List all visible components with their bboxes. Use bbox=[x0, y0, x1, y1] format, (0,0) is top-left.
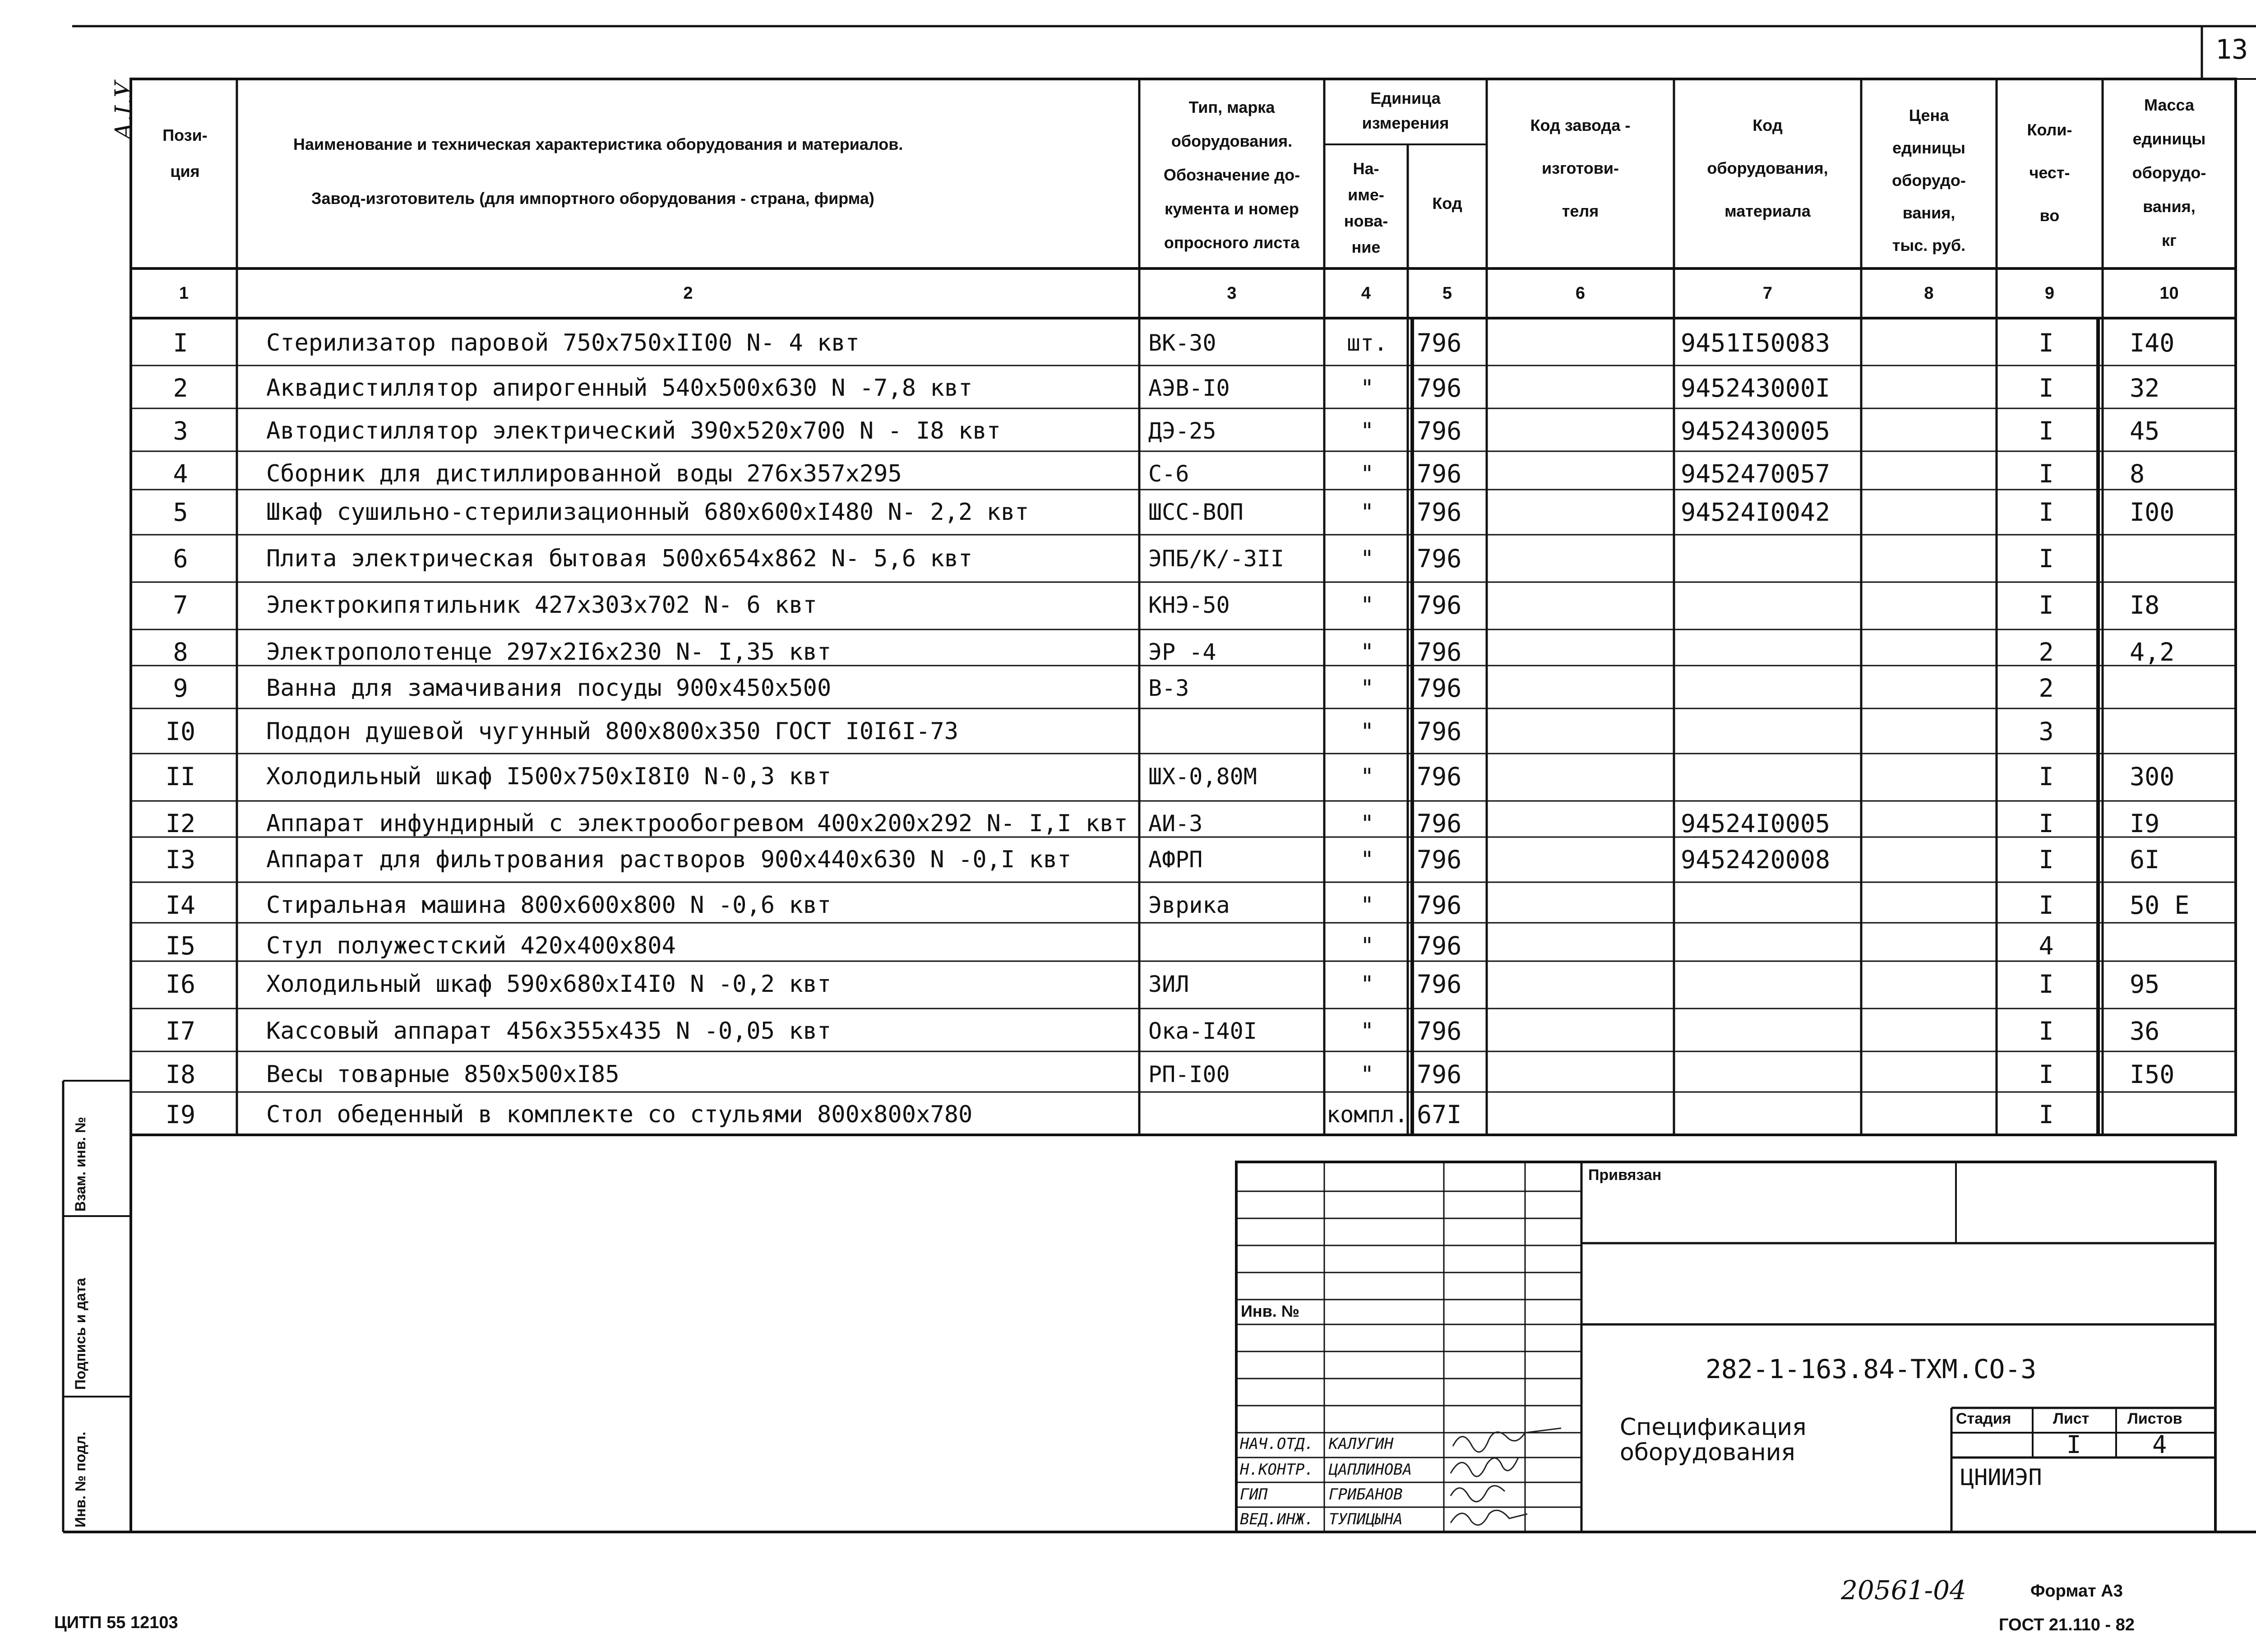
stamp-name-4: ТУПИЦЫНА bbox=[1329, 1510, 1403, 1528]
table-cell-name: Электрокипятильник 427х303х702 N- 6 квт bbox=[266, 592, 817, 619]
table-cell-eq-code: 945243000I bbox=[1681, 374, 1831, 403]
footer-gost: ГОСТ 21.110 - 82 bbox=[1999, 1615, 2135, 1634]
table-cell-type: КНЭ-50 bbox=[1148, 592, 1230, 618]
stamp-title bbox=[1620, 1415, 1807, 1465]
table-cell-eq-code: 9451I50083 bbox=[1681, 329, 1831, 357]
table-cell-name: Аквадистиллятор апирогенный 540х500х630 N -7,8 квт bbox=[266, 375, 973, 402]
column-number-5: 5 bbox=[1442, 284, 1452, 303]
table-cell-type: ДЭ-25 bbox=[1148, 418, 1216, 444]
sheet-number: 13 bbox=[2215, 34, 2248, 65]
table-cell-type: С-6 bbox=[1148, 461, 1189, 487]
table-cell-mass: I00 bbox=[2130, 498, 2175, 527]
table-cell-pos: I5 bbox=[165, 931, 196, 960]
table-cell-mass: 36 bbox=[2130, 1017, 2160, 1046]
table-cell-pos: I6 bbox=[165, 970, 196, 999]
table-cell-code: 796 bbox=[1417, 1060, 1462, 1089]
stamp-title-line1: Спецификация bbox=[1620, 1414, 1807, 1441]
table-cell-unit: " bbox=[1360, 639, 1374, 665]
header-col2-line1: Наименование и техническая характеристика оборудования и материалов. bbox=[293, 135, 903, 153]
table-cell-code: 796 bbox=[1417, 544, 1462, 573]
header-col8-line5: тыс. руб. bbox=[1892, 236, 1966, 255]
table-cell-code: 796 bbox=[1417, 809, 1462, 838]
table-cell-unit: " bbox=[1360, 810, 1374, 837]
table-cell-qty: 2 bbox=[2039, 638, 2054, 666]
table-cell-qty: I bbox=[2039, 1100, 2054, 1129]
header-col9-line2: чест- bbox=[2029, 163, 2070, 182]
header-col3 bbox=[1142, 90, 1322, 259]
header-col3-line1: Тип, марка bbox=[1188, 98, 1275, 116]
table-cell-code: 796 bbox=[1417, 931, 1462, 960]
header-col1-line2: ция bbox=[170, 162, 200, 180]
table-cell-name: Холодильный шкаф 590х680хI4I0 N -0,2 квт bbox=[266, 971, 832, 998]
header-col4-line4: ние bbox=[1351, 238, 1381, 256]
stamp-name-2: ЦАПЛИНОВА bbox=[1329, 1461, 1412, 1479]
table-cell-mass: 50 Е bbox=[2130, 891, 2190, 920]
header-col4-line3: нова- bbox=[1344, 212, 1388, 230]
table-cell-type: Эврика bbox=[1148, 892, 1230, 918]
table-cell-eq-code: 94524I0005 bbox=[1681, 809, 1831, 838]
column-number-1: 1 bbox=[179, 284, 189, 303]
header-col3-line2: оборудования. bbox=[1171, 132, 1293, 150]
stamp-designation: 282-1-163.84-ТХМ.СО-3 bbox=[1706, 1354, 2037, 1384]
header-col7 bbox=[1674, 104, 1861, 232]
table-cell-type: ШХ-0,80М bbox=[1148, 764, 1257, 790]
stamp-role-2: Н.КОНТР. bbox=[1240, 1461, 1314, 1479]
table-cell-type: АФРП bbox=[1148, 847, 1203, 873]
table-cell-type: АИ-3 bbox=[1148, 810, 1203, 837]
table-cell-pos: 8 bbox=[173, 638, 188, 666]
table-cell-pos: I7 bbox=[165, 1017, 196, 1046]
stamp-inv-no: Инв. № bbox=[1241, 1302, 1299, 1320]
table-cell-unit: " bbox=[1360, 764, 1374, 790]
column-number-3: 3 bbox=[1227, 284, 1237, 303]
header-col8 bbox=[1861, 99, 1997, 262]
table-cell-unit: " bbox=[1360, 461, 1374, 487]
table-cell-pos: 5 bbox=[173, 498, 188, 527]
table-cell-code: 796 bbox=[1417, 762, 1462, 791]
column-number-7: 7 bbox=[1762, 284, 1773, 303]
table-cell-pos: 6 bbox=[173, 544, 188, 573]
footer-left-code: ЦИТП 55 12103 bbox=[54, 1613, 178, 1632]
stamp-list-label: Лист bbox=[2053, 1410, 2090, 1427]
header-col10-line3: оборудо- bbox=[2132, 163, 2206, 182]
table-cell-name: Стол обеденный в комплекте со стульями 800х800х780 bbox=[266, 1101, 973, 1128]
table-cell-type: РП-I00 bbox=[1148, 1061, 1230, 1087]
header-unit-group bbox=[1324, 86, 1487, 135]
table-cell-qty: I bbox=[2039, 416, 2054, 445]
table-cell-name: Электрополотенце 297х2I6х230 N- I,35 квт bbox=[266, 639, 832, 666]
column-number-4: 4 bbox=[1361, 284, 1371, 303]
table-cell-qty: I bbox=[2039, 544, 2054, 573]
header-col2 bbox=[253, 117, 1123, 226]
table-cell-qty: I bbox=[2039, 845, 2054, 874]
table-cell-pos: 9 bbox=[173, 674, 188, 703]
header-col7-line2: оборудования, bbox=[1707, 159, 1828, 177]
table-cell-unit: " bbox=[1360, 1018, 1374, 1044]
table-cell-type: В-3 bbox=[1148, 675, 1189, 701]
stamp-role-1: НАЧ.ОТД. bbox=[1240, 1435, 1314, 1453]
side-label-inv-no-orig: Инв. № подл. bbox=[72, 1431, 88, 1527]
stamp-name-3: ГРИБАНОВ bbox=[1329, 1485, 1403, 1504]
table-cell-unit: " bbox=[1360, 675, 1374, 701]
table-cell-qty: I bbox=[2039, 891, 2054, 920]
table-cell-unit: " bbox=[1360, 847, 1374, 873]
stamp-listov-value: 4 bbox=[2152, 1430, 2167, 1459]
table-cell-pos: I8 bbox=[165, 1060, 196, 1089]
table-cell-unit: компл. bbox=[1327, 1101, 1408, 1128]
table-cell-unit: " bbox=[1360, 933, 1374, 959]
header-col10-line1: Масса bbox=[2144, 96, 2194, 114]
table-cell-qty: 2 bbox=[2039, 674, 2054, 703]
header-col9-line3: во bbox=[2039, 206, 2060, 225]
header-col9 bbox=[1997, 108, 2103, 237]
header-col10-line5: кг bbox=[2161, 231, 2177, 250]
table-cell-mass: I9 bbox=[2130, 809, 2160, 838]
table-cell-unit: " bbox=[1360, 592, 1374, 618]
table-cell-code: 796 bbox=[1417, 674, 1462, 703]
table-cell-qty: I bbox=[2039, 970, 2054, 999]
table-cell-mass: I50 bbox=[2130, 1060, 2175, 1089]
table-cell-unit: " bbox=[1360, 971, 1374, 997]
table-cell-name: Аппарат для фильтрования растворов 900х440х630 N -0,I квт bbox=[266, 846, 1072, 873]
corner-mark: А.І.У bbox=[111, 81, 138, 140]
table-cell-code: 796 bbox=[1417, 498, 1462, 527]
table-cell-code: 796 bbox=[1417, 845, 1462, 874]
table-cell-name: Холодильный шкаф I500х750хI8I0 N-0,3 квт bbox=[266, 763, 832, 790]
table-cell-type: ЗИЛ bbox=[1148, 971, 1189, 997]
table-cell-unit: " bbox=[1360, 892, 1374, 918]
table-cell-code: 796 bbox=[1417, 717, 1462, 746]
table-cell-name: Плита электрическая бытовая 500х654х862 N- 5,6 квт bbox=[266, 545, 973, 572]
table-cell-type: АЭВ-I0 bbox=[1148, 375, 1230, 401]
header-col10-line2: единицы bbox=[2132, 130, 2206, 148]
header-col6-line1: Код завода - bbox=[1530, 116, 1631, 134]
table-cell-name: Стул полужестский 420х400х804 bbox=[266, 932, 676, 959]
table-cell-mass: 4,2 bbox=[2130, 638, 2175, 666]
header-col3-line3: Обозначение до- bbox=[1163, 166, 1300, 184]
header-col5: Код bbox=[1432, 194, 1462, 213]
table-cell-name: Аппарат инфундирный с электрообогревом 400х200х292 N- I,I квт bbox=[266, 810, 1128, 837]
stamp-listov-label: Листов bbox=[2127, 1410, 2182, 1427]
table-cell-type: ВК-30 bbox=[1148, 330, 1216, 356]
table-cell-pos: I bbox=[173, 329, 188, 357]
table-cell-type: ЭПБ/К/-3II bbox=[1148, 546, 1285, 572]
header-col8-line1: Цена bbox=[1909, 106, 1949, 125]
column-number-10: 10 bbox=[2159, 284, 2179, 303]
table-cell-qty: I bbox=[2039, 459, 2054, 488]
table-cell-unit: " bbox=[1360, 1061, 1374, 1087]
table-cell-type: Ока-I40I bbox=[1148, 1018, 1257, 1044]
column-number-8: 8 bbox=[1924, 284, 1934, 303]
side-label-vzam-inv: Взам. инв. № bbox=[72, 1117, 88, 1212]
footer-format: Формат А3 bbox=[2030, 1582, 2123, 1601]
table-cell-eq-code: 9452470057 bbox=[1681, 459, 1831, 488]
table-cell-mass: 95 bbox=[2130, 970, 2160, 999]
header-col7-line3: материала bbox=[1724, 202, 1811, 220]
table-cell-qty: I bbox=[2039, 1017, 2054, 1046]
header-col6-line3: теля bbox=[1562, 202, 1599, 220]
table-cell-eq-code: 94524I0042 bbox=[1681, 498, 1831, 527]
table-cell-name: Шкаф сушильно-стерилизационный 680х600хI480 N- 2,2 квт bbox=[266, 499, 1029, 526]
header-col4 bbox=[1324, 156, 1408, 260]
table-cell-unit: " bbox=[1360, 718, 1374, 745]
table-cell-pos: 7 bbox=[173, 591, 188, 620]
table-cell-code: 796 bbox=[1417, 329, 1462, 357]
table-cell-name: Ванна для замачивания посуды 900х450х500 bbox=[266, 675, 832, 702]
stamp-privyazan: Привязан bbox=[1588, 1166, 1662, 1184]
header-col3-line5: опросного листа bbox=[1164, 233, 1300, 252]
header-unit-line1: Единица bbox=[1370, 89, 1441, 107]
table-cell-pos: 2 bbox=[173, 374, 188, 403]
table-cell-name: Кассовый аппарат 456х355х435 N -0,05 квт bbox=[266, 1018, 832, 1045]
table-cell-pos: 3 bbox=[173, 416, 188, 445]
table-cell-mass: 6I bbox=[2130, 845, 2160, 874]
table-cell-qty: I bbox=[2039, 762, 2054, 791]
table-cell-name: Стерилизатор паровой 750х750хII00 N- 4 квт bbox=[266, 329, 860, 356]
header-col4-line1: На- bbox=[1353, 159, 1379, 178]
table-cell-name: Сборник для дистиллированной воды 276х357х295 bbox=[266, 460, 902, 487]
table-cell-pos: I9 bbox=[165, 1100, 196, 1129]
stamp-list-value: I bbox=[2066, 1430, 2081, 1459]
header-col1-line1: Пози- bbox=[162, 126, 208, 144]
table-cell-qty: I bbox=[2039, 591, 2054, 620]
table-cell-mass: 8 bbox=[2130, 459, 2145, 488]
table-cell-mass: I40 bbox=[2130, 329, 2175, 357]
column-number-9: 9 bbox=[2044, 284, 2055, 303]
stamp-role-3: ГИП bbox=[1240, 1485, 1268, 1504]
table-cell-mass: 300 bbox=[2130, 762, 2175, 791]
table-cell-pos: II bbox=[165, 762, 196, 791]
column-number-6: 6 bbox=[1575, 284, 1586, 303]
header-col3-line4: кумента и номер bbox=[1165, 199, 1299, 218]
table-cell-unit: " bbox=[1360, 375, 1374, 401]
table-cell-unit: " bbox=[1360, 499, 1374, 525]
table-cell-unit: " bbox=[1360, 546, 1374, 572]
table-cell-eq-code: 9452430005 bbox=[1681, 416, 1831, 445]
table-cell-code: 796 bbox=[1417, 591, 1462, 620]
side-label-sign-date: Подпись и дата bbox=[72, 1278, 88, 1390]
table-cell-qty: I bbox=[2039, 809, 2054, 838]
stamp-stadiya-label: Стадия bbox=[1956, 1410, 2011, 1427]
table-cell-unit: " bbox=[1360, 418, 1374, 444]
column-number-2: 2 bbox=[683, 284, 693, 303]
table-cell-pos: I2 bbox=[165, 809, 196, 838]
table-cell-mass: I8 bbox=[2130, 591, 2160, 620]
header-col8-line4: вания, bbox=[1902, 204, 1956, 222]
table-cell-mass: 32 bbox=[2130, 374, 2160, 403]
header-col10-line4: вания, bbox=[2143, 197, 2196, 216]
table-cell-code: 796 bbox=[1417, 1017, 1462, 1046]
header-col1 bbox=[135, 117, 235, 190]
stamp-title-line2: оборудования bbox=[1620, 1439, 1795, 1466]
header-col10 bbox=[2103, 88, 2236, 257]
table-cell-type: ШСС-ВОП bbox=[1148, 499, 1244, 525]
header-col8-line3: оборудо- bbox=[1892, 171, 1966, 190]
stamp-name-1: КАЛУГИН bbox=[1329, 1435, 1394, 1453]
table-cell-name: Весы товарные 850х500хI85 bbox=[266, 1061, 619, 1088]
header-col6 bbox=[1487, 104, 1674, 232]
header-unit-line2: измерения bbox=[1362, 114, 1449, 132]
table-cell-code: 796 bbox=[1417, 374, 1462, 403]
table-cell-mass: 45 bbox=[2130, 416, 2160, 445]
table-cell-pos: I3 bbox=[165, 845, 196, 874]
table-cell-qty: I bbox=[2039, 329, 2054, 357]
table-cell-qty: 3 bbox=[2039, 717, 2054, 746]
table-cell-code: 796 bbox=[1417, 459, 1462, 488]
table-cell-code: 796 bbox=[1417, 970, 1462, 999]
header-col6-line2: изготови- bbox=[1541, 159, 1619, 177]
table-cell-qty: I bbox=[2039, 374, 2054, 403]
table-cell-unit: шт. bbox=[1346, 330, 1388, 356]
footer-archive-number: 20561-04 bbox=[1841, 1575, 1966, 1606]
table-cell-qty: 4 bbox=[2039, 931, 2054, 960]
header-col9-line1: Коли- bbox=[2027, 120, 2072, 139]
header-col4-line2: име- bbox=[1348, 185, 1384, 204]
table-cell-pos: 4 bbox=[173, 459, 188, 488]
table-cell-code: 67I bbox=[1417, 1100, 1462, 1129]
table-cell-qty: I bbox=[2039, 1060, 2054, 1089]
table-cell-name: Автодистиллятор электрический 390х520х700 N - I8 квт bbox=[266, 417, 1001, 444]
table-cell-name: Поддон душевой чугунный 800х800х350 ГОСТ I0I6I-73 bbox=[266, 718, 959, 745]
table-cell-type: ЭР -4 bbox=[1148, 639, 1216, 665]
header-col7-line1: Код bbox=[1752, 116, 1783, 134]
header-col2-line2: Завод-изготовитель (для импортного оборудования - страна, фирма) bbox=[311, 189, 874, 208]
table-cell-code: 796 bbox=[1417, 891, 1462, 920]
stamp-role-4: ВЕД.ИНЖ. bbox=[1240, 1510, 1314, 1528]
table-cell-eq-code: 9452420008 bbox=[1681, 845, 1831, 874]
table-cell-code: 796 bbox=[1417, 638, 1462, 666]
stamp-org: ЦНИИЭП bbox=[1960, 1464, 2042, 1490]
table-cell-name: Стиральная машина 800х600х800 N -0,6 квт bbox=[266, 892, 832, 919]
table-cell-pos: I4 bbox=[165, 891, 196, 920]
table-cell-code: 796 bbox=[1417, 416, 1462, 445]
header-col8-line2: единицы bbox=[1892, 139, 1965, 157]
table-cell-pos: I0 bbox=[165, 717, 196, 746]
table-cell-qty: I bbox=[2039, 498, 2054, 527]
